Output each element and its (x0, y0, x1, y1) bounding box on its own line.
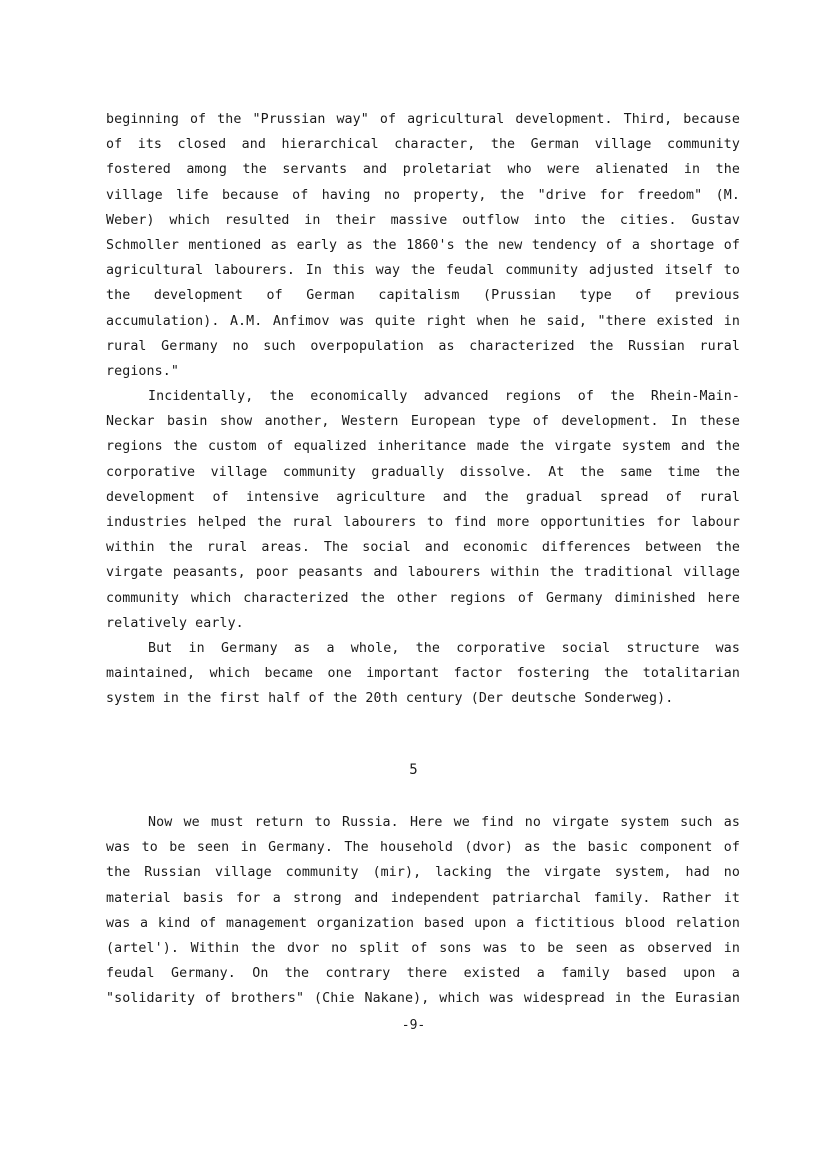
text-line: development of intensive agriculture and the gradual spread of rural (106, 489, 740, 505)
text-line: (artel'). Within the dvor no split of sons was to be seen as observed in (106, 940, 740, 956)
text-line: regions." (106, 363, 179, 379)
text-line: virgate peasants, poor peasants and labourers within the traditional village (106, 565, 740, 581)
text-line: fostered among the servants and proletariat who were alienated in the (106, 162, 740, 178)
text-line: village life because of having no property, the "drive for freedom" (M. (106, 187, 740, 203)
text-line: was a kind of management organization based upon a fictitious blood relation (106, 915, 740, 931)
text-line: community which characterized the other regions of Germany diminished here (106, 590, 740, 606)
text-line: the Russian village community (mir), lacking the virgate system, had no (106, 865, 740, 881)
text-line: system in the first half of the 20th century (Der deutsche Sonderweg). (106, 691, 674, 707)
text-line: accumulation). A.M. Anfimov was quite right when he said, "there existed in (106, 313, 740, 329)
body-text-block-1 (106, 107, 740, 712)
text-line: maintained, which became one important factor fostering the totalitarian (106, 666, 740, 682)
text-line: regions the custom of equalized inheritance made the virgate system and the (106, 439, 740, 455)
text-line: rural Germany no such overpopulation as characterized the Russian rural (106, 338, 740, 354)
text-line: "solidarity of brothers" (Chie Nakane), which was widespread in the Eurasian (106, 991, 740, 1007)
text-line: material basis for a strong and independent patriarchal family. Rather it (106, 890, 740, 906)
section-number: 5 (409, 762, 418, 778)
text-line: beginning of the "Prussian way" of agricultural development. Third, because (106, 112, 740, 127)
page-number: -9- (401, 1018, 426, 1033)
paragraph-start-line: But in Germany as a whole, the corporative social structure was (148, 640, 740, 656)
text-line: feudal Germany. On the contrary there existed a family based upon a (106, 966, 740, 982)
text-line: industries helped the rural labourers to find more opportunities for labour (106, 515, 740, 530)
text-line: agricultural labourers. In this way the feudal community adjusted itself to (106, 263, 740, 279)
text-line: within the rural areas. The social and economic differences between the (106, 540, 740, 556)
text-line: Neckar basin show another, Western European type of development. In these (106, 414, 740, 430)
text-line: Schmoller mentioned as early as the 1860's the new tendency of a shortage of (106, 237, 740, 253)
paragraph-start-line: Incidentally, the economically advanced regions of the Rhein-Main- (148, 389, 740, 405)
paragraph-start-line: Now we must return to Russia. Here we find no virgate system such as (148, 815, 740, 830)
text-line: the development of German capitalism (Prussian type of previous (106, 288, 740, 304)
text-line: corporative village community gradually dissolve. At the same time the (106, 464, 740, 480)
text-line: was to be seen in Germany. The household (dvor) as the basic component of (106, 840, 740, 856)
text-line: Weber) which resulted in their massive outflow into the cities. Gustav (106, 212, 740, 228)
body-text-block-2 (106, 810, 740, 1012)
text-line: of its closed and hierarchical character, the German village community (106, 137, 740, 153)
text-line: relatively early. (106, 615, 244, 631)
